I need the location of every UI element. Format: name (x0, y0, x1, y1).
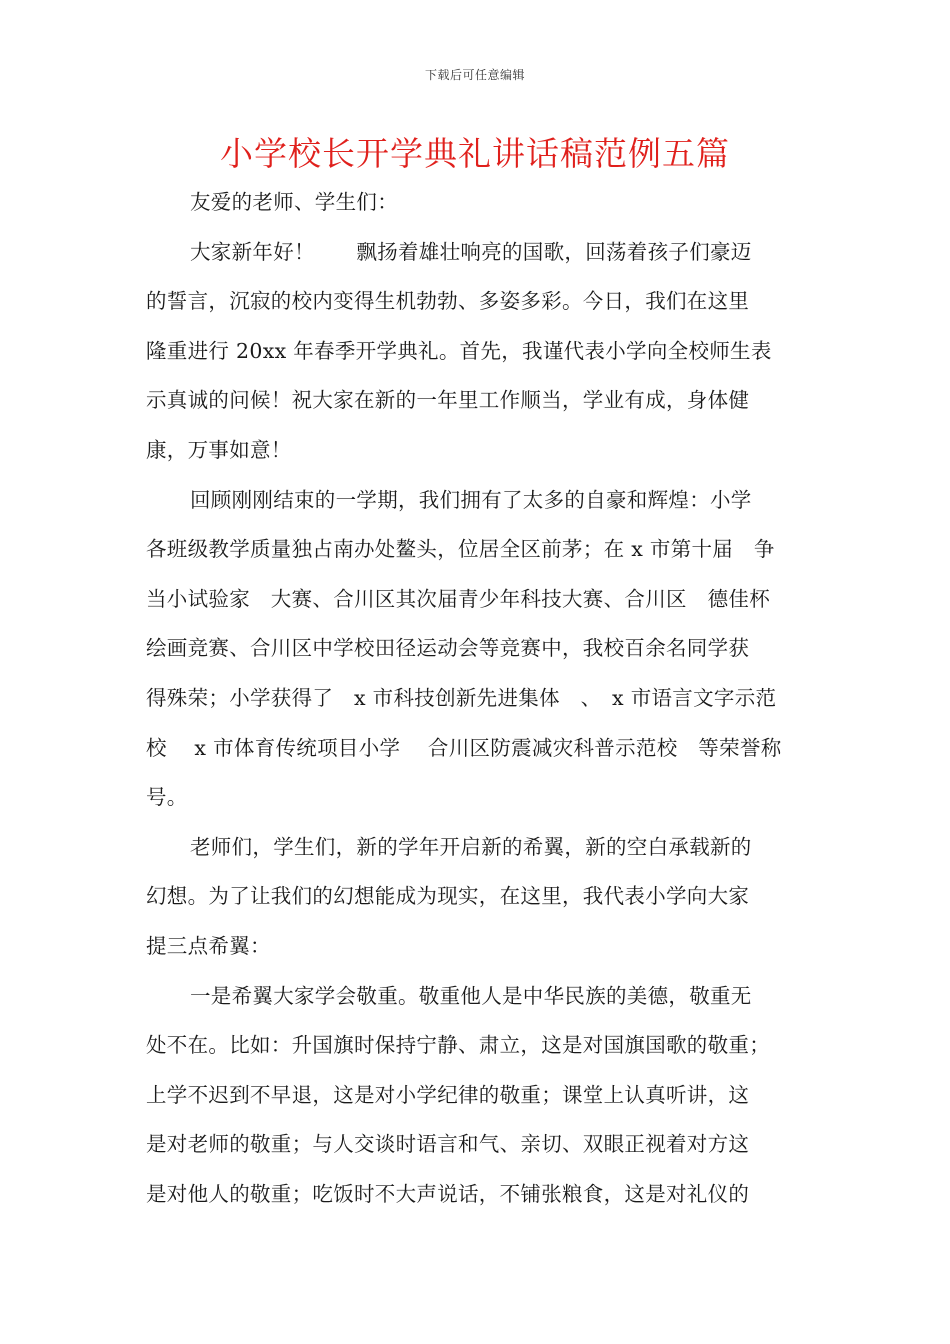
body-line: 当小试验家 大赛、合川区其次届青少年科技大赛、合川区 德佳杯 (146, 586, 770, 611)
body-line: 一是希翼大家学会敬重。敬重他人是中华民族的美德，敬重无 (190, 983, 752, 1008)
document-body (146, 178, 814, 1219)
body-line: 是对他人的敬重；吃饭时不大声说话，不铺张粮食，这是对礼仪的 (146, 1181, 750, 1206)
body-line: 老师们，学生们，新的学年开启新的希翼，新的空白承载新的 (190, 834, 752, 859)
body-line: 示真诚的问候！祝大家在新的一年里工作顺当，学业有成，身体健 (146, 388, 750, 413)
body-line: 各班级教学质量独占南办处鳌头，位居全区前茅；在 x 市第十届 争 (146, 537, 775, 562)
body-line: 是对老师的敬重；与人交谈时语言和气、亲切、双眼正视着对方这 (146, 1132, 750, 1157)
body-line: 的誓言，沉寂的校内变得生机勃勃、多姿多彩。今日，我们在这里 (146, 289, 750, 314)
body-line: 幻想。为了让我们的幻想能成为现实，在这里，我代表小学向大家 (146, 884, 750, 909)
body-line: 上学不迟到不早退，这是对小学纪律的敬重；课堂上认真听讲，这 (146, 1082, 750, 1107)
body-line: 处不在。比如：升国旗时保持宁静、肃立，这是对国旗国歌的敬重； (146, 1033, 770, 1058)
document-title: 小学校长开学典礼讲话稿范例五篇 (220, 134, 730, 173)
body-line: 隆重进行 20xx 年春季开学典礼。首先，我谨代表小学向全校师生表 (146, 338, 772, 363)
body-line: 提三点希翼： (146, 933, 271, 958)
body-line: 回顾刚刚结束的一学期，我们拥有了太多的自豪和辉煌：小学 (190, 487, 752, 512)
body-line: 校 x 市体育传统项目小学 合川区防震减灾科普示范校 等荣誉称 (146, 735, 782, 760)
header-note: 下载后可任意编辑 (424, 68, 525, 82)
body-line: 绘画竞赛、合川区中学校田径运动会等竞赛中，我校百余名同学获 (146, 636, 750, 661)
body-line: 康，万事如意！ (146, 437, 292, 462)
body-line: 大家新年好！ 飘扬着雄壮响亮的国歌，回荡着孩子们豪迈 (190, 239, 752, 264)
body-line: 得殊荣；小学获得了 x 市科技创新先进集体 、 x 市语言文字示范 (146, 685, 777, 710)
salutation-line: 友爱的老师、学生们： (190, 190, 398, 214)
body-line: 号。 (146, 785, 188, 810)
